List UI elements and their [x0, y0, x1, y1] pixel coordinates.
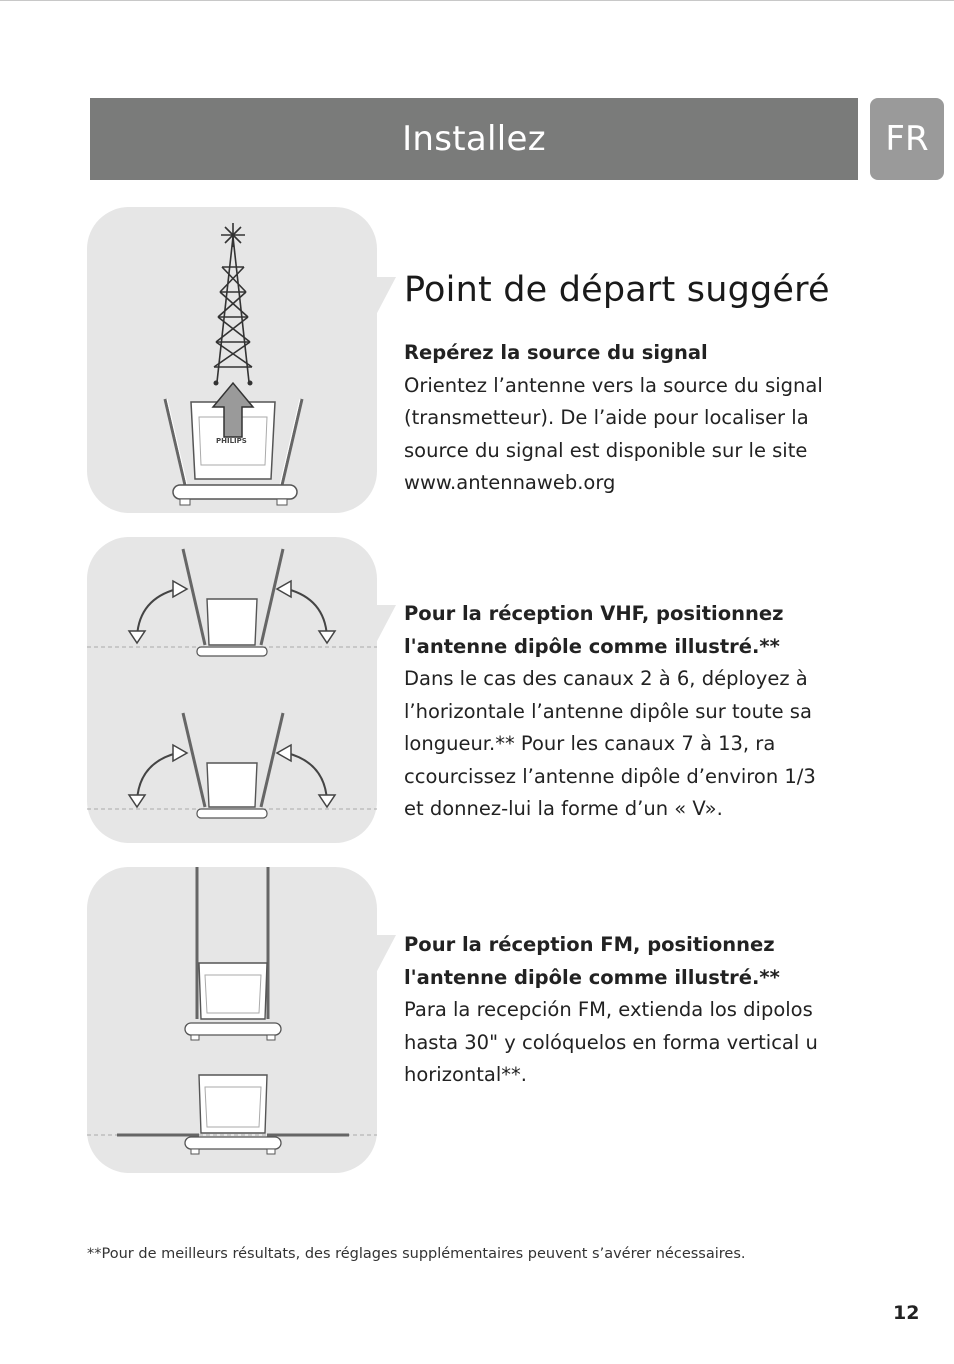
illustration-fm: [87, 867, 377, 1173]
vhf-row-top: [87, 549, 377, 656]
block-heading: Pour la réception VHF, positionnez l'antenne dipôle comme illustré.**: [404, 602, 784, 658]
block-heading: Pour la réception FM, positionnez l'antenne dipôle comme illustré.**: [404, 933, 780, 989]
block-vhf: [404, 598, 834, 826]
block-heading: Repérez la source du signal: [404, 341, 708, 364]
block-body: Dans le cas des canaux 2 à 6, déployez à l’horizontale l’antenne dipôle sur toute sa longueur.** Pour les canaux 7 à 13, ra ccourcissez l’antenne dipôle d’environ 1/3 et donnez-lui la forme d’un « V».: [404, 667, 816, 820]
top-rule: [0, 0, 954, 1]
block-signal-source: [404, 337, 834, 500]
illustration-signal-source: [87, 207, 377, 513]
vhf-row-bottom: [87, 713, 377, 818]
block-fm: [404, 929, 834, 1092]
brand-label: PHILIPS: [216, 437, 247, 445]
block-body: Orientez l’antenne vers la source du signal (transmetteur). De l’aide pour localiser la source du signal est disponible sur le site www.antennaweb.org: [404, 373, 823, 494]
callout-pointer: [376, 277, 396, 315]
fm-horizontal: [87, 1075, 377, 1154]
illustration-vhf: [87, 537, 377, 843]
fm-vertical: [185, 867, 281, 1040]
language-tab: [870, 98, 944, 180]
fm-antenna-illustration: [87, 867, 377, 1173]
callout-pointer: [376, 935, 396, 973]
section-title: Point de départ suggéré: [404, 270, 830, 310]
block-body: Para la recepción FM, extienda los dipolos hasta 30" y colóquelos en forma vertical u horizontal**.: [404, 998, 818, 1086]
footnote: **Pour de meilleurs résultats, des réglages supplémentaires peuvent s’avérer nécessaires.: [87, 1246, 746, 1262]
tower-antenna-illustration: [87, 207, 377, 513]
language-label: FR: [885, 119, 929, 159]
page-number: 12: [893, 1302, 920, 1324]
header-title: Installez: [402, 119, 546, 159]
callout-pointer: [376, 605, 396, 643]
header-bar: [90, 98, 858, 180]
vhf-antenna-illustration: [87, 537, 377, 843]
